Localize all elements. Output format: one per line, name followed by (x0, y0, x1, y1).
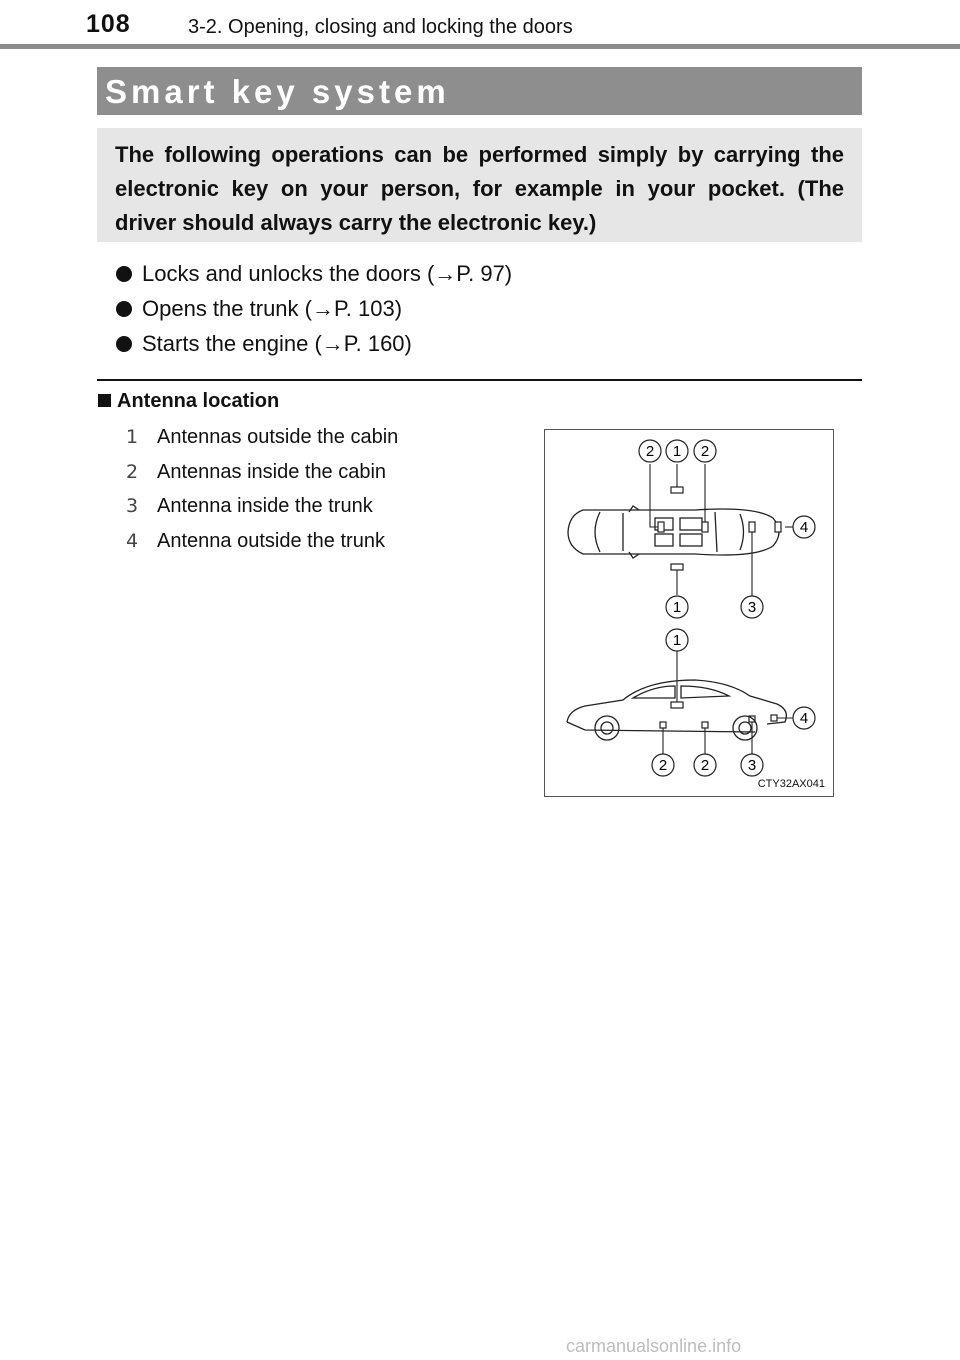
antenna-heading (98, 390, 279, 413)
item-marker: 1 (126, 426, 139, 448)
item-marker: 2 (126, 460, 139, 483)
list-item (126, 528, 398, 563)
operation-text: Opens the trunk (→P. 103) (142, 296, 403, 321)
callout-label: 1 (672, 443, 682, 460)
car-top-view (568, 506, 779, 558)
antenna-label: Antenna outside the trunk (157, 529, 385, 552)
callout-label: 4 (799, 710, 809, 727)
header-divider (0, 44, 960, 49)
bullet-icon (116, 336, 132, 352)
callout-label: 4 (799, 519, 809, 536)
page-title: Smart key system (105, 73, 450, 110)
page-number: 108 (86, 10, 131, 38)
bullet-icon (116, 266, 132, 282)
bullet-icon (116, 301, 132, 317)
list-item (116, 328, 512, 363)
callout-label: 3 (747, 599, 757, 616)
list-item (126, 459, 398, 494)
callout-label: 1 (672, 599, 682, 616)
antenna-label: Antennas outside the cabin (157, 426, 399, 448)
section-divider (97, 379, 862, 381)
list-item (116, 258, 512, 293)
car-illustration (545, 430, 835, 798)
list-item (126, 424, 398, 459)
operation-text: Starts the engine (→P. 160) (142, 331, 412, 356)
page-title-bar (97, 67, 862, 115)
antenna-heading-text: Antenna location (117, 390, 280, 412)
callout-label: 1 (672, 632, 682, 649)
item-marker: 3 (126, 495, 139, 517)
callout-label: 2 (700, 757, 710, 774)
callout-label: 2 (658, 757, 668, 774)
list-item (116, 293, 512, 328)
item-marker: 4 (126, 529, 139, 552)
list-item (126, 493, 398, 528)
antenna-label: Antennas inside the cabin (157, 460, 387, 483)
operations-list (116, 258, 512, 363)
intro-box: The following operations can be performed simply by carrying the electronic key on your person, for example in your pocket. (The driver should always carry the electronic key.) (97, 128, 862, 242)
antenna-diagram (544, 429, 834, 797)
callout-label: 2 (700, 443, 710, 460)
section-title: 3-2. Opening, closing and locking the doors (188, 16, 573, 38)
antenna-list (126, 424, 398, 562)
callout-label: 2 (645, 443, 655, 460)
operation-text: Locks and unlocks the doors (→P. 97) (142, 261, 513, 286)
antenna-label: Antenna inside the trunk (157, 495, 373, 517)
callout-label: 3 (747, 757, 757, 774)
watermark: carmanualsonline.info (566, 1336, 742, 1356)
square-bullet-icon (98, 394, 111, 407)
figure-code: CTY32AX041 (757, 778, 825, 790)
page-header (0, 0, 960, 52)
